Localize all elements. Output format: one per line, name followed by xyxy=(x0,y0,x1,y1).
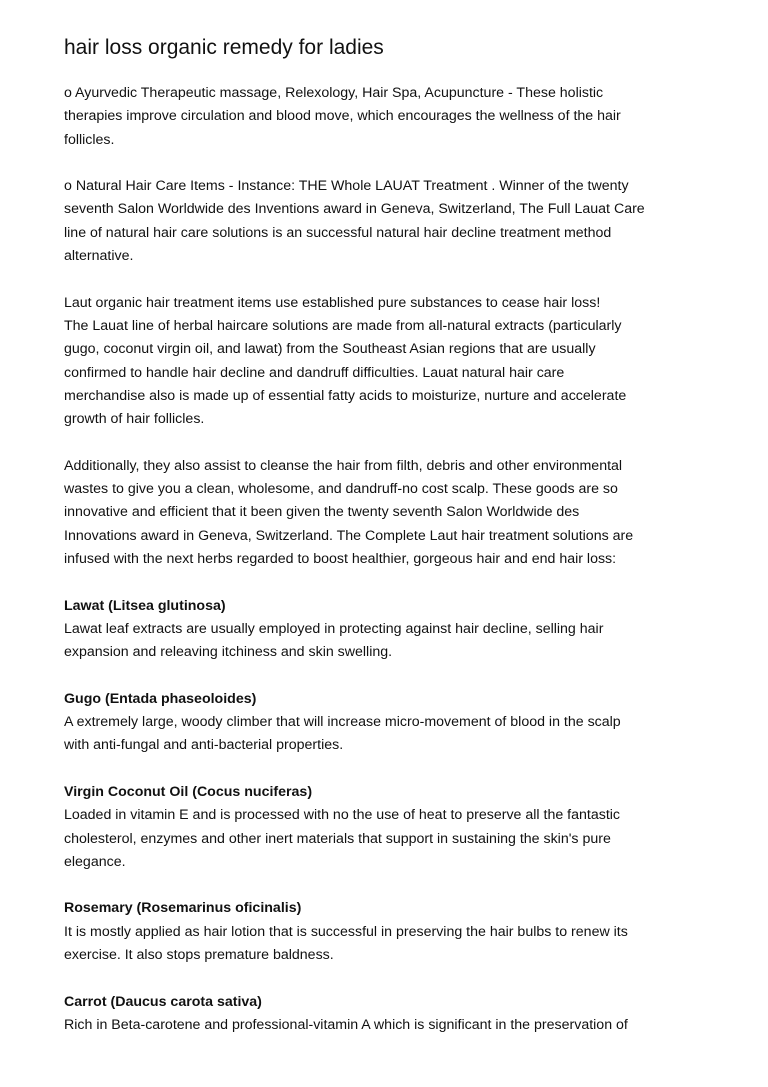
herb-line: cholesterol, enzymes and other inert materials that support in sustaining the skin's pure xyxy=(64,830,611,847)
paragraph-line: therapies improve circulation and blood move, which encourages the wellness of the hair xyxy=(64,108,621,125)
herb-line: with anti-fungal and anti-bacterial properties. xyxy=(64,737,344,754)
paragraph-line: o Natural Hair Care Items - Instance: THE Whole LAUAT Treatment . Winner of the twenty xyxy=(64,178,629,195)
paragraph-line: The Lauat line of herbal haircare solutions are made from all-natural extracts (particularly xyxy=(64,317,622,334)
paragraph-laut-organic xyxy=(64,292,714,432)
herb-section-gugo xyxy=(64,688,714,758)
paragraph-additionally xyxy=(64,455,714,571)
document-page xyxy=(64,34,714,1060)
herb-section-lawat xyxy=(64,595,714,665)
paragraph-line: seventh Salon Worldwide des Inventions award in Geneva, Switzerland, The Full Lauat Care xyxy=(64,201,645,218)
paragraph-line: Laut organic hair treatment items use established pure substances to cease hair loss! xyxy=(64,294,601,311)
herb-line: elegance. xyxy=(64,853,126,870)
paragraph-ayurvedic xyxy=(64,82,714,152)
herb-heading: Rosemary (Rosemarinus oficinalis) xyxy=(64,900,302,917)
paragraph-line: merchandise also is made up of essential fatty acids to moisturize, nurture and accelerate xyxy=(64,387,627,404)
herb-line: Lawat leaf extracts are usually employed in protecting against hair decline, selling hair xyxy=(64,620,604,637)
paragraph-line: o Ayurvedic Therapeutic massage, Relexology, Hair Spa, Acupuncture - These holistic xyxy=(64,85,604,101)
herb-heading: Carrot (Daucus carota sativa) xyxy=(64,993,262,1010)
paragraph-line: infused with the next herbs regarded to boost healthier, gorgeous hair and end hair loss: xyxy=(64,550,617,567)
herb-heading: Lawat (Litsea glutinosa) xyxy=(64,597,226,614)
herb-line: It is mostly applied as hair lotion that is successful in preserving the hair bulbs to renew its xyxy=(64,923,628,940)
herb-section-carrot xyxy=(64,991,714,1038)
paragraph-line: line of natural hair care solutions is an successful natural hair decline treatment method xyxy=(64,224,612,241)
paragraph-line: innovative and efficient that it been given the twenty seventh Salon Worldwide des xyxy=(64,504,580,521)
herb-section-virgin-coconut-oil xyxy=(64,781,714,874)
paragraph-natural-hair-care xyxy=(64,175,714,268)
herb-section-rosemary xyxy=(64,897,714,967)
paragraph-line: Additionally, they also assist to cleanse the hair from filth, debris and other environmental xyxy=(64,457,623,474)
herb-line: expansion and releaving itchiness and skin swelling. xyxy=(64,644,393,661)
page-title: hair loss organic remedy for ladies xyxy=(64,36,384,59)
paragraph-line: gugo, coconut virgin oil, and lawat) from the Southeast Asian regions that are usually xyxy=(64,341,596,358)
paragraph-line: wastes to give you a clean, wholesome, and dandruff-no cost scalp. These goods are so xyxy=(64,481,618,498)
paragraph-line: confirmed to handle hair decline and dandruff difficulties. Lauat natural hair care xyxy=(64,364,565,381)
herb-heading: Gugo (Entada phaseoloides) xyxy=(64,690,257,707)
herb-line: exercise. It also stops premature baldness. xyxy=(64,946,334,963)
paragraph-line: Innovations award in Geneva, Switzerland. The Complete Laut hair treatment solutions are xyxy=(64,527,634,544)
herb-line: A extremely large, woody climber that will increase micro-movement of blood in the scalp xyxy=(64,714,621,731)
herb-line: Loaded in vitamin E and is processed with no the use of heat to preserve all the fantastic xyxy=(64,807,621,824)
paragraph-line: growth of hair follicles. xyxy=(64,411,205,428)
herb-heading: Virgin Coconut Oil (Cocus nuciferas) xyxy=(64,783,313,800)
paragraph-line: alternative. xyxy=(64,248,134,265)
paragraph-line: follicles. xyxy=(64,131,115,148)
herb-line: Rich in Beta-carotene and professional-vitamin A which is significant in the preservation of xyxy=(64,1016,628,1033)
